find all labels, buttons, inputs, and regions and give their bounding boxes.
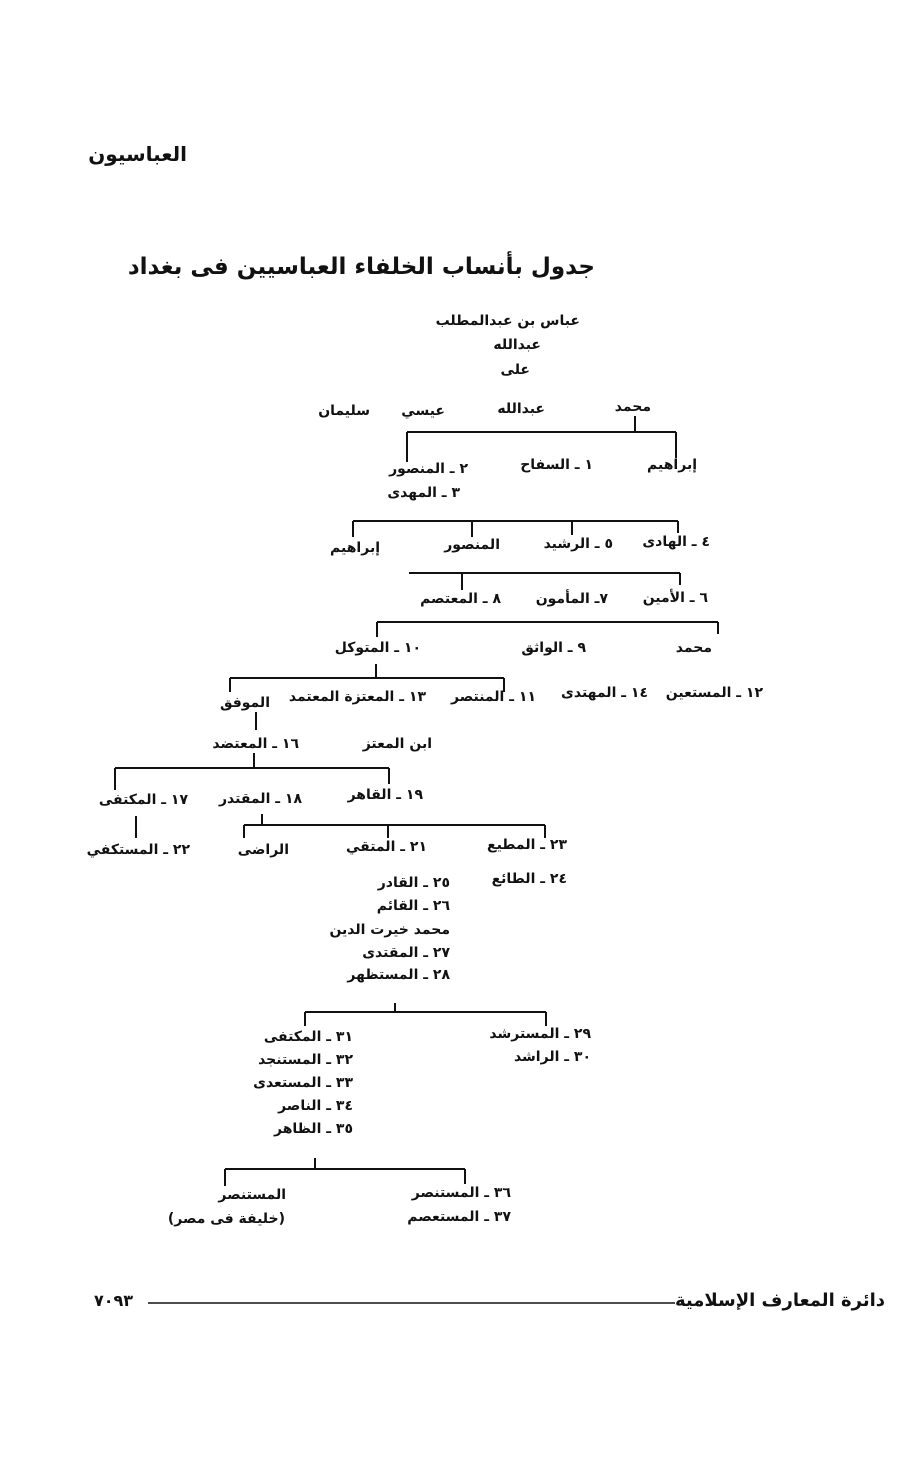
node-amin: ٦ ـ الأمين [642,590,708,606]
node-isa: عيسي [401,403,445,419]
node-ali: على [500,362,530,378]
node-muqtadi: ٢٧ ـ المقتدى [362,945,450,961]
node-wathiq: ٩ ـ الواثق [521,640,586,656]
node-mutadid: ١٦ ـ المعتضد [212,736,299,752]
node-caliph-in-egypt-note: (خليفة فى مصر) [167,1211,285,1227]
node-muntasir: ١١ ـ المنتصر [450,689,536,705]
node-ibrahim: إبراهيم [647,457,697,473]
node-mutazz-mutamid: ١٣ ـ المعتزة المعتمد [288,689,426,705]
node-muhtadi: ١٤ ـ المهتدى [561,685,648,701]
running-header: العباسيون [88,142,187,166]
page-title: جدول بأنساب الخلفاء العباسيين فى بغداد [127,254,595,280]
node-mutasim: ٨ ـ المعتصم [420,591,501,607]
node-mustasim: ٣٧ ـ المستعصم [407,1209,511,1225]
page-number: ٧٠٩٣ [94,1291,134,1310]
node-radi: الراضى [237,842,289,858]
node-mustain: ١٢ ـ المستعين [665,685,763,701]
node-mustazhir: ٢٨ ـ المستظهر [347,967,450,983]
node-mustansir: ٣٦ ـ المستنصر [411,1185,511,1201]
node-muktafi: ١٧ ـ المكتفى [98,792,188,808]
node-hadi: ٤ ـ الهادى [642,534,710,550]
node-abbas: عباس بن عبدالمطلب [435,313,580,329]
node-mamun: ٧ـ المأمون [535,591,608,607]
node-mansur: ٢ ـ المنصور [389,461,468,477]
node-nasir: ٣٤ ـ الناصر [278,1098,353,1114]
node-rashid-2: ٣٠ ـ الراشد [513,1049,591,1065]
node-muqtadir: ١٨ ـ المقتدر [218,791,302,807]
node-muhammad-dhakhira: محمد خيرت الدين [329,922,450,938]
node-mustansir-egypt: المستنصر [218,1187,286,1203]
node-mustanjid: ٣٢ ـ المستنجد [258,1052,353,1068]
node-muhammad-2: محمد [675,640,712,656]
node-mustadi: ٣٣ ـ المستعدى [253,1075,353,1091]
node-qahir: ١٩ ـ القاهر [347,787,423,803]
node-mahdi: ٣ ـ المهدى [387,485,460,501]
node-mansur-2: المنصور [444,537,500,553]
node-abdullah: عبدالله [493,337,541,353]
node-muqtafi: ٣١ ـ المكتفى [263,1029,353,1045]
node-rashid: ٥ ـ الرشيد [543,536,613,552]
node-abdullah-son: عبدالله [497,401,545,417]
node-qadir: ٢٥ ـ القادر [377,875,450,891]
node-zahir: ٣٥ ـ الظاهر [274,1121,353,1137]
node-muti: ٢٣ ـ المطيع [487,837,567,853]
node-saffah: ١ ـ السفاح [520,457,593,473]
node-qaim: ٢٦ ـ القائم [376,898,450,914]
node-tai: ٢٤ ـ الطائع [491,871,567,887]
node-muttaqi: ٢١ ـ المتقي [345,839,427,855]
node-muhammad: محمد [614,399,651,415]
node-mustarshid: ٢٩ ـ المسترشد [489,1026,591,1042]
node-ibn-mutazz: ابن المعتز [362,736,432,752]
node-mutawakkil: ١٠ ـ المتوكل [334,640,421,656]
node-muwaffaq: الموفق [219,695,270,711]
footer-source: دائرة المعارف الإسلامية [674,1290,885,1311]
node-sulayman: سليمان [318,403,370,419]
node-mustakfi: ٢٢ ـ المستكفي [86,842,190,858]
node-ibrahim-2: إبراهيم [330,540,380,556]
